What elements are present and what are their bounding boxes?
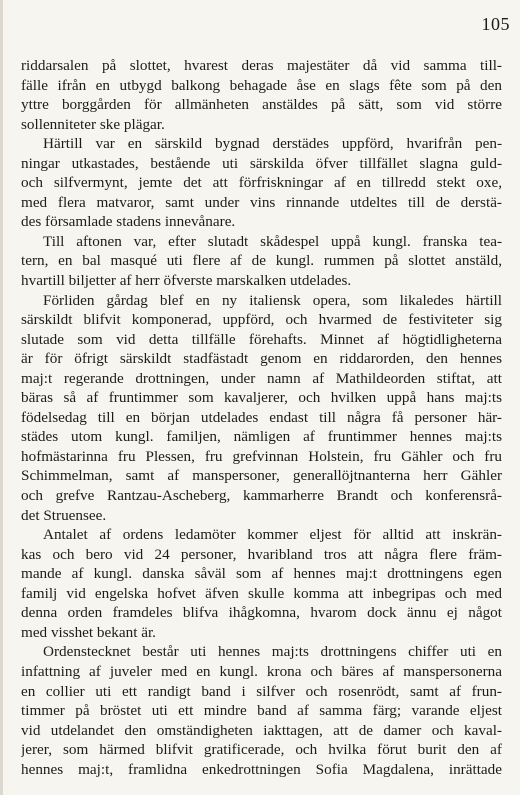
text-line: Till aftonen var, efter slutadt skådespel uppå kungl. franska tea- <box>43 232 502 250</box>
text-line: med visshet bekant är. <box>21 623 156 641</box>
text-line: yttre borggården för allmänheten anstäldes på sätt, som vid större <box>21 96 502 114</box>
text-line: timmer på bröstet uti ett mindre band af samma färg; varande eljest <box>21 702 502 720</box>
text-line: denna orden framdeles blifva ihågkomna, hvarom dock ännu ej något <box>21 604 502 622</box>
text-line: och grefve Rantzau-Ascheberg, kammarherre Brandt och konferensrå- <box>21 487 502 505</box>
text-line: kas och bero vid 24 personer, hvaribland tros att några flere främ- <box>21 545 502 563</box>
text-line: fälle ifrån en utbygd balkong behagade åse en slags fête som på den <box>21 76 502 94</box>
text-line: hvartill biljetter af herr öfverste marskalken utdelades. <box>21 272 352 290</box>
text-line: familj vid engelska hofvet äfven skulle komma att inbegripas och med <box>21 584 502 602</box>
text-line: städes utom kungl. familjen, nämligen af fruntimmer hennes maj:ts <box>21 428 502 446</box>
text-line: des församlade stadens innevånare. <box>21 213 236 231</box>
text-line: Schimmelman, samt af manspersoner, generallöjtnanterna herr Gähler <box>21 467 502 485</box>
text-line: bäras så af fruntimmer som kavaljerer, och hvilken uppå hans maj:ts <box>21 389 502 407</box>
text-line: hennes maj:t, framlidna enkedrottningen Sofia Magdalena, inrättade <box>21 760 502 778</box>
text-line: särskildt blifvit komponerad, uppförd, och hvarmed de festiviteter sig <box>21 311 502 329</box>
text-line: ningar utkastades, bestående uti särskilda öfver tillfället slagna guld- <box>21 154 502 172</box>
paragraph <box>21 134 502 232</box>
body-text <box>21 56 502 779</box>
text-line: mande af kungl. danska såväl som af hennes maj:t drottningens egen <box>21 565 502 583</box>
text-line: sollenniteter ske plägar. <box>21 115 165 133</box>
text-line: med flera matvaror, samt under vins rinnande utdeltes till de derstä- <box>21 193 502 211</box>
text-line: tern, en bal masqué uti flere af de kungl. rummen på slottet anstäld, <box>21 252 502 270</box>
text-line: Härtill var en särskild bygnad derstädes uppförd, hvarifrån pen- <box>43 135 502 153</box>
text-line: hofmästarinna fru Plessen, fru grefvinnan Holstein, fru Gähler och fru <box>21 447 502 465</box>
text-line: och silfvermynt, jemte det att förfriskningar af en tillredd stekt oxe, <box>21 174 502 192</box>
text-line: Antalet af ordens ledamöter kommer eljest för alltid att inskrän- <box>43 526 502 544</box>
text-line: födelsedag till en början utdelades endast till några få personer här- <box>21 408 502 426</box>
text-line: en collier uti ett randigt band i silfver och rosenrödt, samt af frun- <box>21 682 502 700</box>
text-line: infattning af juveler med en kungl. krona och bäres af manspersonerna <box>21 662 502 680</box>
page-number: 105 <box>481 14 510 34</box>
text-line: maj:t regerande drottningen, under namn af Mathildeorden stiftat, att <box>21 369 502 387</box>
text-line: riddarsalen på slottet, hvarest deras majestäter då vid samma till- <box>21 57 502 74</box>
text-line: det Struensee. <box>21 506 107 524</box>
paragraph <box>21 291 502 526</box>
page-edge <box>0 0 3 795</box>
text-line: vid utdelandet den omständigheten iakttagen, att de damer och kaval- <box>21 721 502 739</box>
paragraph <box>21 642 502 779</box>
text-line: jerer, som härmed blifvit gratificerade, och hvilka förut burit den af <box>21 741 502 759</box>
paragraph <box>21 232 502 291</box>
paragraph <box>21 525 502 642</box>
text-line: Ordenstecknet består uti hennes maj:ts drottningens chiffer uti en <box>43 643 502 661</box>
paragraph <box>21 56 502 134</box>
text-line: är för öfrigt särskildt stadfästadt genom en riddarorden, den hennes <box>21 350 502 368</box>
text-line: Förliden gårdag blef en ny italiensk opera, som likaledes härtill <box>43 291 502 309</box>
text-line: slutade som vid detta tillfälle förehafts. Minnet af högtidligheterna <box>21 330 502 348</box>
